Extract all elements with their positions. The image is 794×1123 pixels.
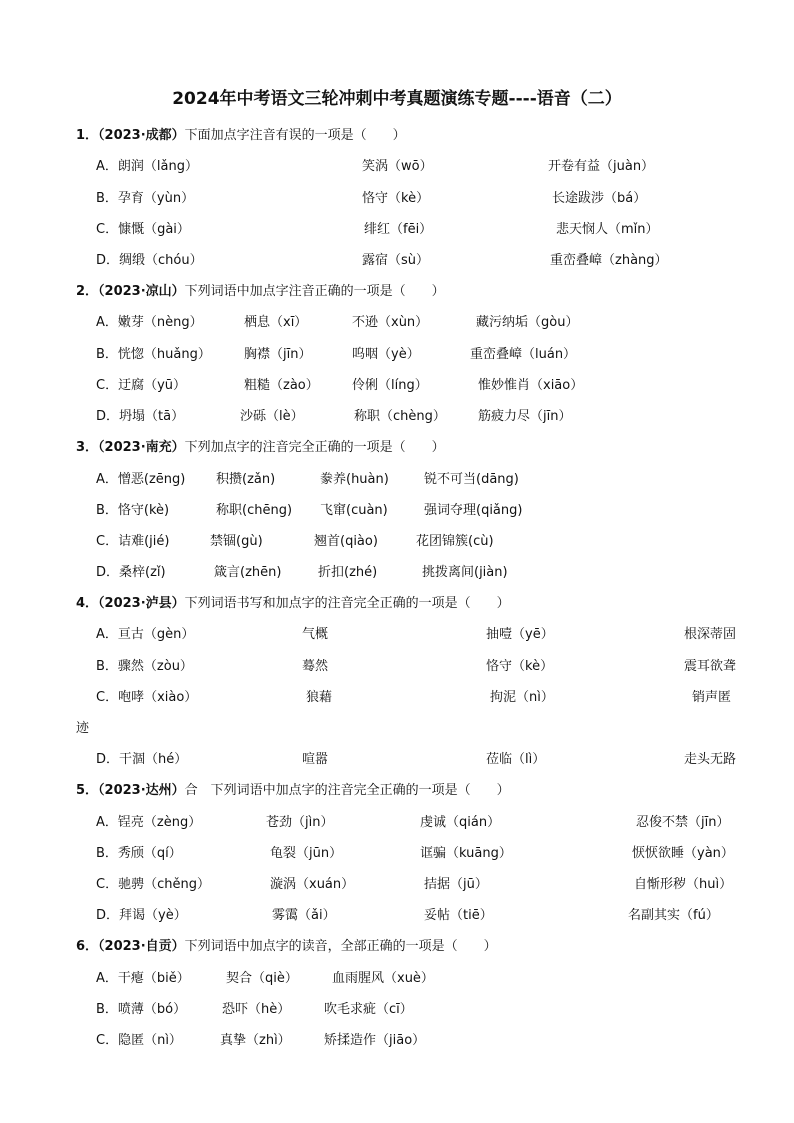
option-a-item-2: 栖息（xī） xyxy=(244,315,308,330)
option-b-item-3: 长途跋涉（bá） xyxy=(552,191,647,206)
option-b-item-4: 震耳欲聋 xyxy=(684,659,737,674)
option-c-item-1: C．咆哮（xiào） xyxy=(96,690,198,705)
option-c-item-3: 伶俐（líng） xyxy=(352,378,428,393)
option-b-item-2: 称职(chēng) xyxy=(216,503,293,518)
option-b-item-1: B．孕育（yùn） xyxy=(96,191,195,206)
option-a-item-2: 气概 xyxy=(302,627,329,642)
option-b-item-1: B．恪守(kè) xyxy=(96,503,170,518)
option-c-item-3: 拮据（jū） xyxy=(424,877,488,892)
option-b-item-2: 胸襟（jīn） xyxy=(244,347,312,362)
option-b-item-2: 龟裂（jūn） xyxy=(270,846,343,861)
question-text: 下列加点字的注音完全正确的一项是（ ） xyxy=(184,440,445,455)
option-c-item-1: C．隐匿（nì） xyxy=(96,1033,182,1048)
option-c-item-2: 漩涡（xuán） xyxy=(270,877,355,892)
question-number: 1． xyxy=(76,128,99,143)
option-c-item-3: 悲天悯人（mǐn） xyxy=(556,222,659,237)
option-c-item-2: 真挚（zhì） xyxy=(220,1033,291,1048)
option-b-item-1: B．秀颀（qí） xyxy=(96,846,182,861)
option-a-item-1: A．锃亮（zèng） xyxy=(96,815,202,830)
option-d-item-3: 重峦叠嶂（zhàng） xyxy=(550,253,668,268)
option-d-item-4: 名副其实（fú） xyxy=(628,908,719,923)
option-d-item-3: 莅临（lì） xyxy=(486,752,546,767)
option-c-item-4: 销声匿 xyxy=(692,690,732,705)
option-d-item-3: 折扣(zhé) xyxy=(318,565,378,580)
option-a-item-1: A．亘古（gèn） xyxy=(96,627,195,642)
option-a-item-1: A．嫩芽（nèng） xyxy=(96,315,203,330)
option-a-item-3: 开卷有益（juàn） xyxy=(548,159,655,174)
question-text: 下面加点字注音有误的一项是（ ） xyxy=(184,128,406,143)
question-source: （2023·达州） xyxy=(98,783,185,798)
question-3-stem xyxy=(76,436,445,455)
option-d-item-1: D．干涸（hé） xyxy=(96,752,188,767)
page-title: 2024年中考语文三轮冲刺中考真题演练专题----语音（二） xyxy=(172,89,622,109)
option-b-item-4: 恹恹欲睡（yàn） xyxy=(632,846,734,861)
option-d-item-4: 挑拨离间(jiàn) xyxy=(422,565,508,580)
option-a-item-2: 苍劲（jìn） xyxy=(266,815,334,830)
option-d-item-4: 走头无路 xyxy=(684,752,737,767)
option-d-item-1: D．坍塌（tā） xyxy=(96,409,185,424)
question-number: 3． xyxy=(76,440,99,455)
option-d-item-2: 沙砾（lè） xyxy=(240,409,304,424)
option-d-item-2: 箴言(zhēn) xyxy=(214,565,282,580)
option-d-item-1: D．拜谒（yè） xyxy=(96,908,187,923)
option-b-item-1: B．恍惚（huǎng） xyxy=(96,347,211,362)
option-a-item-2: 积攒(zǎn) xyxy=(216,472,276,487)
question-text: 下列词语书写和加点字的注音完全正确的一项是（ ） xyxy=(184,596,510,611)
option-c-item-1: C．诘难(jié) xyxy=(96,534,170,549)
option-c-wrap: 迹 xyxy=(76,721,90,736)
option-b-item-1: B．喷薄（bó） xyxy=(96,1002,187,1017)
option-a-item-1: A．憎恶(zēng) xyxy=(96,472,186,487)
question-number: 4． xyxy=(76,596,99,611)
question-source: （2023·凉山） xyxy=(98,284,185,299)
question-2-stem xyxy=(76,280,445,299)
option-c-item-2: 粗糙（zào） xyxy=(244,378,319,393)
option-d-item-1: D．桑梓(zǐ) xyxy=(96,565,166,580)
question-5-stem xyxy=(76,779,510,798)
option-a-item-4: 忍俊不禁（jīn） xyxy=(636,815,730,830)
option-b-item-3: 飞窜(cuàn) xyxy=(320,503,388,518)
option-d-item-2: 雾霭（ǎi） xyxy=(272,908,336,923)
option-d-item-3: 称职（chèng） xyxy=(354,409,446,424)
option-a-item-3: 抽噎（yē） xyxy=(486,627,554,642)
option-a-item-4: 根深蒂固 xyxy=(684,627,737,642)
option-c-item-1: C．慷慨（gài） xyxy=(96,222,190,237)
option-c-item-3: 拘泥（nì） xyxy=(490,690,554,705)
option-a-item-3: 血雨腥风（xuè） xyxy=(332,971,434,986)
question-1-stem xyxy=(76,124,406,143)
option-a-item-3: 豢养(huàn) xyxy=(320,472,389,487)
option-c-item-4: 花团锦簇(cù) xyxy=(416,534,494,549)
question-number: 5． xyxy=(76,783,99,798)
option-c-item-2: 狼藉 xyxy=(306,690,333,705)
option-a-item-4: 锐不可当(dāng) xyxy=(424,472,519,487)
option-b-item-3: 呜咽（yè） xyxy=(352,347,420,362)
option-a-item-3: 虔诚（qián） xyxy=(420,815,501,830)
question-source: （2023·自贡） xyxy=(98,939,185,954)
question-text: 下列词语中加点字的读音，全部正确的一项是（ ） xyxy=(184,939,497,954)
option-b-item-4: 强词夺理(qiǎng) xyxy=(424,503,523,518)
option-a-item-4: 藏污纳垢（gòu） xyxy=(476,315,579,330)
question-source: （2023·泸县） xyxy=(98,596,185,611)
question-text: 下列词语中加点字注音正确的一项是（ ） xyxy=(184,284,445,299)
question-6-stem xyxy=(76,935,497,954)
option-a-item-1: A．朗润（lǎng） xyxy=(96,159,198,174)
option-d-item-3: 妥帖（tiē） xyxy=(424,908,493,923)
option-a-item-1: A．干瘪（biě） xyxy=(96,971,190,986)
option-b-item-2: 恐吓（hè） xyxy=(222,1002,291,1017)
option-c-item-3: 翘首(qiào) xyxy=(314,534,378,549)
option-c-item-4: 惟妙惟肖（xiāo） xyxy=(478,378,584,393)
option-c-item-3: 矫揉造作（jiāo） xyxy=(324,1033,426,1048)
option-b-item-2: 蓦然 xyxy=(302,659,329,674)
option-c-item-2: 禁锢(gù) xyxy=(210,534,263,549)
option-a-item-2: 笑涡（wō） xyxy=(362,159,433,174)
question-number: 6． xyxy=(76,939,99,954)
option-a-item-2: 契合（qiè） xyxy=(226,971,298,986)
question-source: （2023·成都） xyxy=(98,128,185,143)
option-d-item-4: 筋疲力尽（jīn） xyxy=(478,409,572,424)
question-text: 合 下列词语中加点字的注音完全正确的一项是（ ） xyxy=(184,783,510,798)
option-d-item-2: 露宿（sù） xyxy=(362,253,430,268)
option-d-item-1: D．绸缎（chóu） xyxy=(96,253,203,268)
option-b-item-3: 恪守（kè） xyxy=(486,659,554,674)
option-d-item-2: 喧嚣 xyxy=(302,752,329,767)
option-c-item-1: C．驰骋（chěng） xyxy=(96,877,210,892)
option-a-item-3: 不逊（xùn） xyxy=(352,315,429,330)
question-number: 2． xyxy=(76,284,99,299)
option-b-item-2: 恪守（kè） xyxy=(362,191,430,206)
option-b-item-3: 诓骗（kuāng） xyxy=(420,846,512,861)
option-b-item-4: 重峦叠嶂（luán） xyxy=(470,347,577,362)
option-b-item-1: B．骤然（zòu） xyxy=(96,659,193,674)
option-c-item-2: 绯红（fēi） xyxy=(364,222,433,237)
option-b-item-3: 吹毛求疵（cī） xyxy=(324,1002,413,1017)
option-c-item-1: C．迂腐（yū） xyxy=(96,378,187,393)
question-4-stem xyxy=(76,592,510,611)
question-source: （2023·南充） xyxy=(98,440,185,455)
option-c-item-4: 自惭形秽（huì） xyxy=(634,877,733,892)
